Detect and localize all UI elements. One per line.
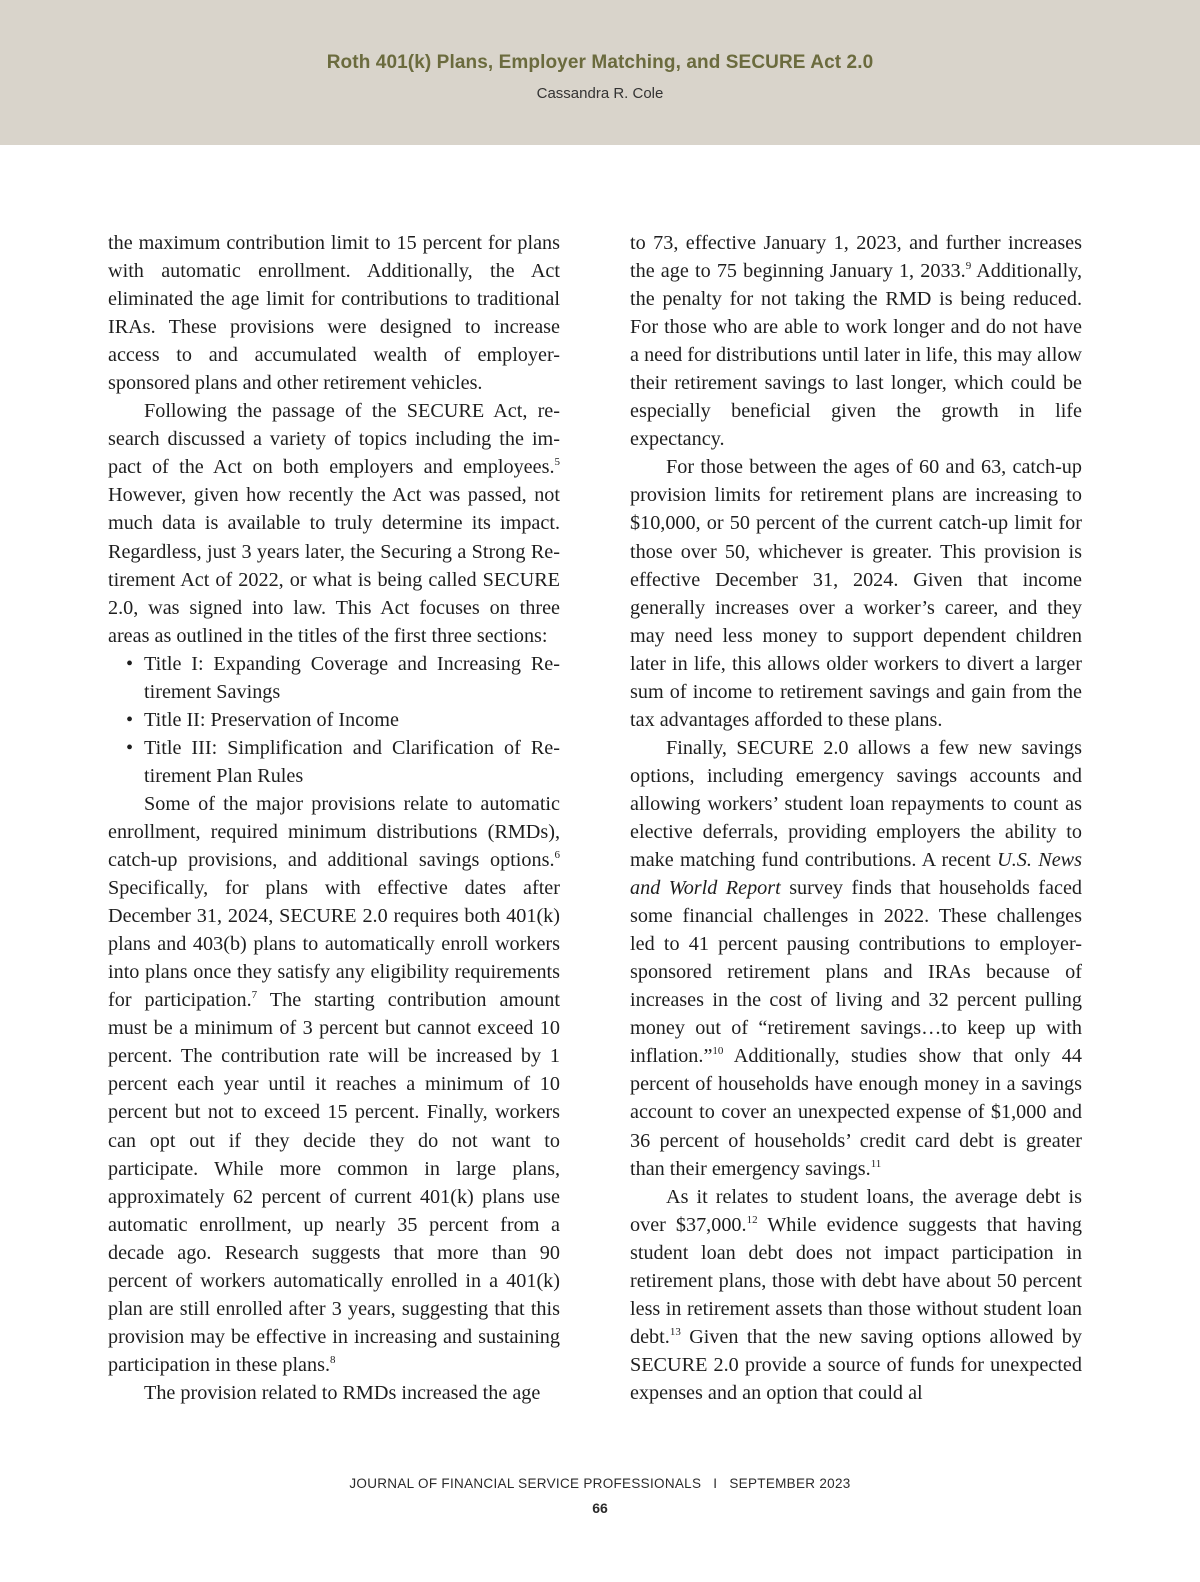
paragraph-text: Following the passage of the SECURE Act, research discussed a variety of topics including the impact of the Act on both employers and employees. (108, 400, 560, 479)
paragraph-text: For those between the ages of 60 and 63, catch-up provision limits for retirement plans are increasing to $10,000, or 50 percent of the current catch-up limit for those over 50, whichever is greater. This provision is effective December 31, 2024. Given that income generally increases over a worker’s career, and they may need less money to support dependent children later in life, this allows older workers to divert a larger sum of income to retirement savings and gain from the tax advantages afforded to these plans. (630, 456, 1082, 731)
paragraph-text: While evidence suggests that having student loan debt does not impact participation in retirement plans, those with debt have about 50 percent less in retirement assets than those without student loan debt. (630, 1213, 1083, 1348)
paragraph-text: As it relates to student loans, the average debt is over $37,000. (630, 1185, 1082, 1236)
paragraph (630, 734, 1082, 1183)
footnote-ref: 12 (746, 1213, 758, 1226)
paragraph (630, 453, 1082, 733)
journal-name: JOURNAL OF FINANCIAL SERVICE PROFESSIONALS (349, 1476, 702, 1491)
issue-date: SEPTEMBER 2023 (729, 1476, 851, 1491)
paragraph-text: survey finds that households faced some financial challenges in 2022. These challenges led to 41 percent pausing contributions to employer-sponsored retirement plans and IRAs because of increases in the cost of living and 32 percent pulling money out of “retirement savings…to keep up with inflation.” (630, 877, 1083, 1068)
footnote-ref: 5 (554, 456, 560, 469)
paragraph (108, 397, 560, 649)
footer-journal-line (0, 1476, 1200, 1491)
section-title-list (108, 650, 560, 790)
footnote-ref: 10 (712, 1045, 724, 1058)
bullet-icon: • (126, 652, 134, 675)
list-item (108, 650, 560, 706)
paragraph-text: Additionally, the penalty for not taking the RMD is being reduced. For those who are able to work longer and do not have a need for distributions until later in life, this may allow their retirement savings to last longer, which could be especially beneficial given the growth in life expectancy. (630, 260, 1083, 451)
paragraph-text: Given that the new saving options allowed by SECURE 2.0 provide a source of funds for unexpected expenses and an option that could al (630, 1325, 1082, 1404)
bullet-icon: • (126, 736, 134, 759)
list-item-text: Title III: Simplification and Clarification of Retirement Plan Rules (144, 736, 560, 787)
footnote-ref: 11 (870, 1157, 882, 1170)
list-item (108, 734, 560, 790)
paragraph-text: the maximum contribution limit to 15 percent for plans with automatic enrollment. Additionally, the Act eliminated the age limit for contributions to traditional IRAs. These provisions were designed to increase access to and accumulated wealth of employer-sponsored plans and other retirement vehicles. (108, 232, 560, 395)
list-item (108, 706, 560, 734)
paragraph-text: The starting contribution amount must be a minimum of 3 percent but cannot exceed 10 percent. The contribution rate will be increased by 1 percent each year until it reaches a minimum of 10 percent but not to exceed 15 percent. Finally, workers can opt out if they decide they do not want to participate. While more common in large plans, approximately 62 percent of current 401(k) plans use automatic enrollment, up nearly 35 percent from a decade ago. Research suggests that more than 90 percent of workers automatically enrolled in a 401(k) plan are still enrolled after 3 years, suggesting that this provision may be effective in increasing and sustaining participation in these plans. (108, 989, 560, 1376)
paragraph-text: However, given how recently the Act was passed, not much data is available to truly determine its impact. Regardless, just 3 years later, the Securing a Strong Retirement Act of 2022, or what is being called SECURE 2.0, was signed into law. This Act focuses on three areas as outlined in the titles of the first three sections: (108, 484, 560, 647)
footnote-ref: 8 (330, 1353, 336, 1366)
paragraph-text: to 73, effective January 1, 2023, and further increases the age to 75 beginning January 1, 2033. (630, 232, 1082, 283)
footnote-ref: 6 (554, 849, 560, 862)
paragraph-text: Additionally, studies show that only 44 percent of households have enough money in a savings account to cover an unexpected expense of $1,000 and 36 percent of households’ credit card debt is greater than their emergency savings. (630, 1045, 1082, 1180)
right-column (630, 229, 1082, 1407)
footnote-ref: 13 (669, 1325, 681, 1338)
bullet-icon: • (126, 708, 134, 731)
paragraph (108, 1379, 560, 1407)
paragraph-text: Finally, SECURE 2.0 allows a few new savings options, including emergency savings accounts and allowing workers’ student loan repayments to count as elective deferrals, providing employers the ability to make matching fund contributions. A recent (630, 736, 1082, 872)
article-title: Roth 401(k) Plans, Employer Matching, and SECURE Act 2.0 (326, 52, 874, 73)
paragraph (630, 1183, 1082, 1407)
footer-separator: I (713, 1476, 718, 1491)
paragraph (630, 229, 1082, 453)
page-number: 66 (592, 1500, 608, 1516)
article-author: Cassandra R. Cole (536, 85, 664, 102)
left-column (108, 229, 560, 1407)
list-item-text: Title I: Expanding Coverage and Increasing Retirement Savings (144, 652, 560, 703)
paragraph (108, 790, 560, 1379)
paragraph-text: Some of the major provisions relate to automatic enrollment, required minimum distributions (RMDs), catch-up provisions, and additional savings options. (108, 792, 560, 872)
footnote-ref: 7 (251, 989, 258, 1002)
footnote-ref: 9 (965, 260, 972, 273)
paragraph (108, 229, 560, 397)
paragraph-text: Specifically, for plans with effective dates after December 31, 2024, SECURE 2.0 requires both 401(k) plans and 403(b) plans to automatically enroll workers into plans once they satisfy any eligibility requirements for participation. (108, 877, 560, 1012)
publication-title: U.S. News and World Report (630, 849, 1082, 900)
paragraph-text: The provision related to RMDs increased the age (144, 1381, 541, 1404)
list-item-text: Title II: Preservation of Income (144, 708, 399, 731)
